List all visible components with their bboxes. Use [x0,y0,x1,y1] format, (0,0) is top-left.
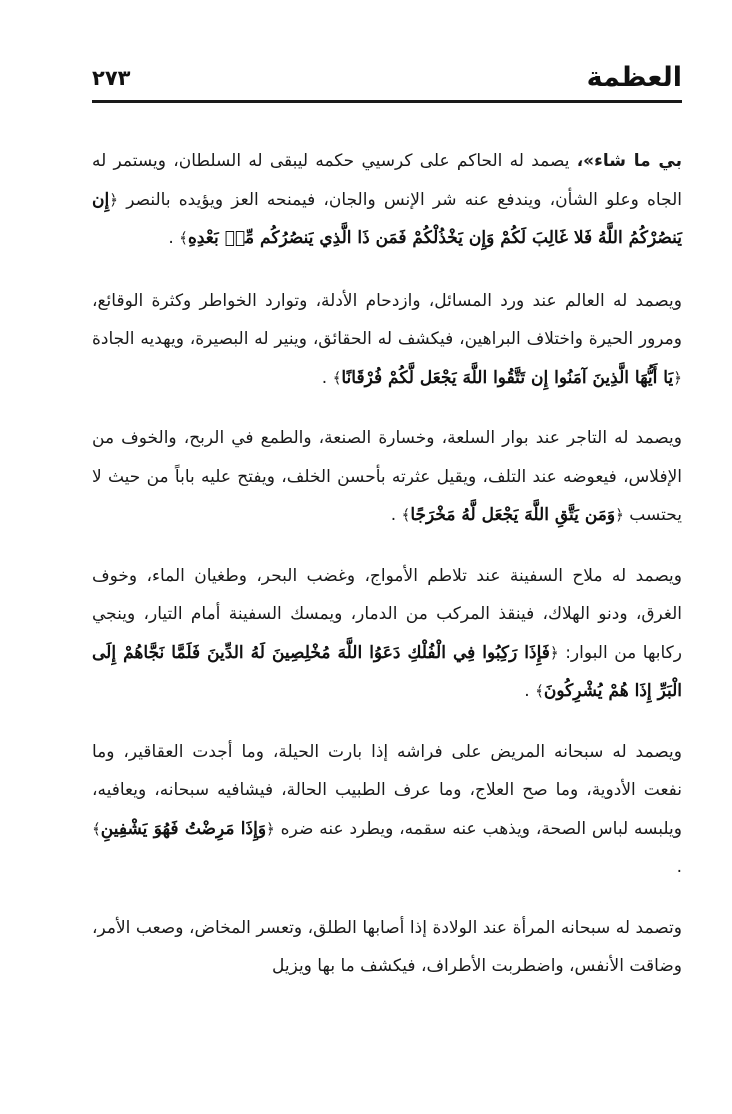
paragraph-text: ويصمد له التاجر عند بوار السلعة، وخسارة الصنعة، والطمع في الربح، والخوف من الإفلاس، فيعوضه عند التلف، ويقيل عثرته بأحسن الخلف، ويفتح عليه باباً من حيث لا يحتسب [92,428,682,525]
paragraph-tail: . [321,367,333,388]
quran-close-bracket: ﴾ [92,819,101,838]
quran-verse: يَا أَيُّهَا الَّذِينَ آمَنُوا إِن تَتَّقُوا اللَّهَ يَجْعَل لَّكُمْ فُرْقَانًا [341,367,674,388]
quran-verse: إِن يَنصُرْكُمُ اللَّهُ فَلا غَالِبَ لَكُمْ وَإِن يَخْذُلْكُمْ فَمَن ذَا الَّذِي يَنصُرُكُم مِّنۢ بَعْدِهِ [92,189,682,248]
page-header [92,58,682,98]
running-title: العظمة [586,62,682,93]
quran-close-bracket: ﴾ [179,229,188,247]
paragraph-6 [92,909,682,986]
quran-close-bracket: ﴾ [332,368,342,387]
quran-verse: وَإِذَا مَرِضْتُ فَهُوَ يَشْفِينِ [100,818,267,839]
paragraph-4 [92,557,682,711]
page-number: ٢٧٣ [92,66,131,90]
quran-open-bracket: ﴿ [109,190,119,209]
quran-close-bracket: ﴾ [535,682,544,700]
paragraph-text: ويصمد له سبحانه المريض على فراشه إذا بارت الحيلة، وما أجدت العقاقير، وما نفعت الأدوية، وما صح العلاج، وما عرف الطبيب الحالة، فيشافيه سبحانه، ويعافيه، ويلبسه لباس الصحة، ويذهب عنه سقمه، ويطرد عنه ضره [92,741,682,839]
paragraph-lead: بي ما شاء»، [576,151,682,171]
paragraph-text: وتصمد له سبحانه المرأة عند الولادة إذا أصابها الطلق، وتعسر المخاض، وصعب الأمر، وضاقت الأنفس، واضطربت الأطراف، فيكشف ما بها ويزيل [92,917,682,976]
paragraph-tail: . [168,228,180,248]
paragraph-text: ويصمد له العالم عند ورد المسائل، وازدحام الأدلة، وتوارد الخواطر وكثرة الوقائع، ومرور الحيرة واختلاف البراهين، فيكشف له الحقائق، وينير له البصيرة، ويهديه الجادة [92,290,682,349]
quran-open-bracket: ﴿ [615,506,624,524]
paragraph-text: ويصمد له ملاح السفينة عند تلاطم الأمواج، وغضب البحر، وطغيان الماء، وخوف الغرق، ودنو الهلاك، فينقذ المركب من الدمار، ويمسك السفينة أمام التيار، وينجي ركابها من البوار: [92,565,682,663]
quran-close-bracket: ﴾ [401,506,411,524]
paragraph-5 [92,733,682,887]
quran-verse: وَمَن يَتَّقِ اللَّهَ يَجْعَل لَّهُ مَخْرَجًا [410,505,616,525]
quran-open-bracket: ﴿ [549,643,559,662]
quran-open-bracket: ﴿ [266,819,275,838]
paragraph-1 [92,142,682,258]
paragraph-2 [92,282,682,398]
body-text [92,142,682,1008]
header-rule [92,100,682,103]
paragraph-3 [92,419,682,535]
quran-open-bracket: ﴿ [673,368,682,387]
paragraph-tail: . [524,681,536,701]
quran-verse: فَإِذَا رَكِبُوا فِي الْفُلْكِ دَعَوُا اللَّهَ مُخْلِصِينَ لَهُ الدِّينَ فَلَمَّا نَجَّاهُمْ إِلَى الْبَرِّ إِذَا هُمْ يُشْرِكُونَ [92,642,682,701]
paragraph-text: يصمد له الحاكم على كرسيي حكمه ليبقى له السلطان، ويستمر له الجاه وعلو الشأن، ويندفع عنه شر الإنس والجان، فيمنحه العز ويؤيده بالنصر [92,151,682,210]
paragraph-tail: . [676,857,682,877]
paragraph-tail: . [390,505,402,525]
